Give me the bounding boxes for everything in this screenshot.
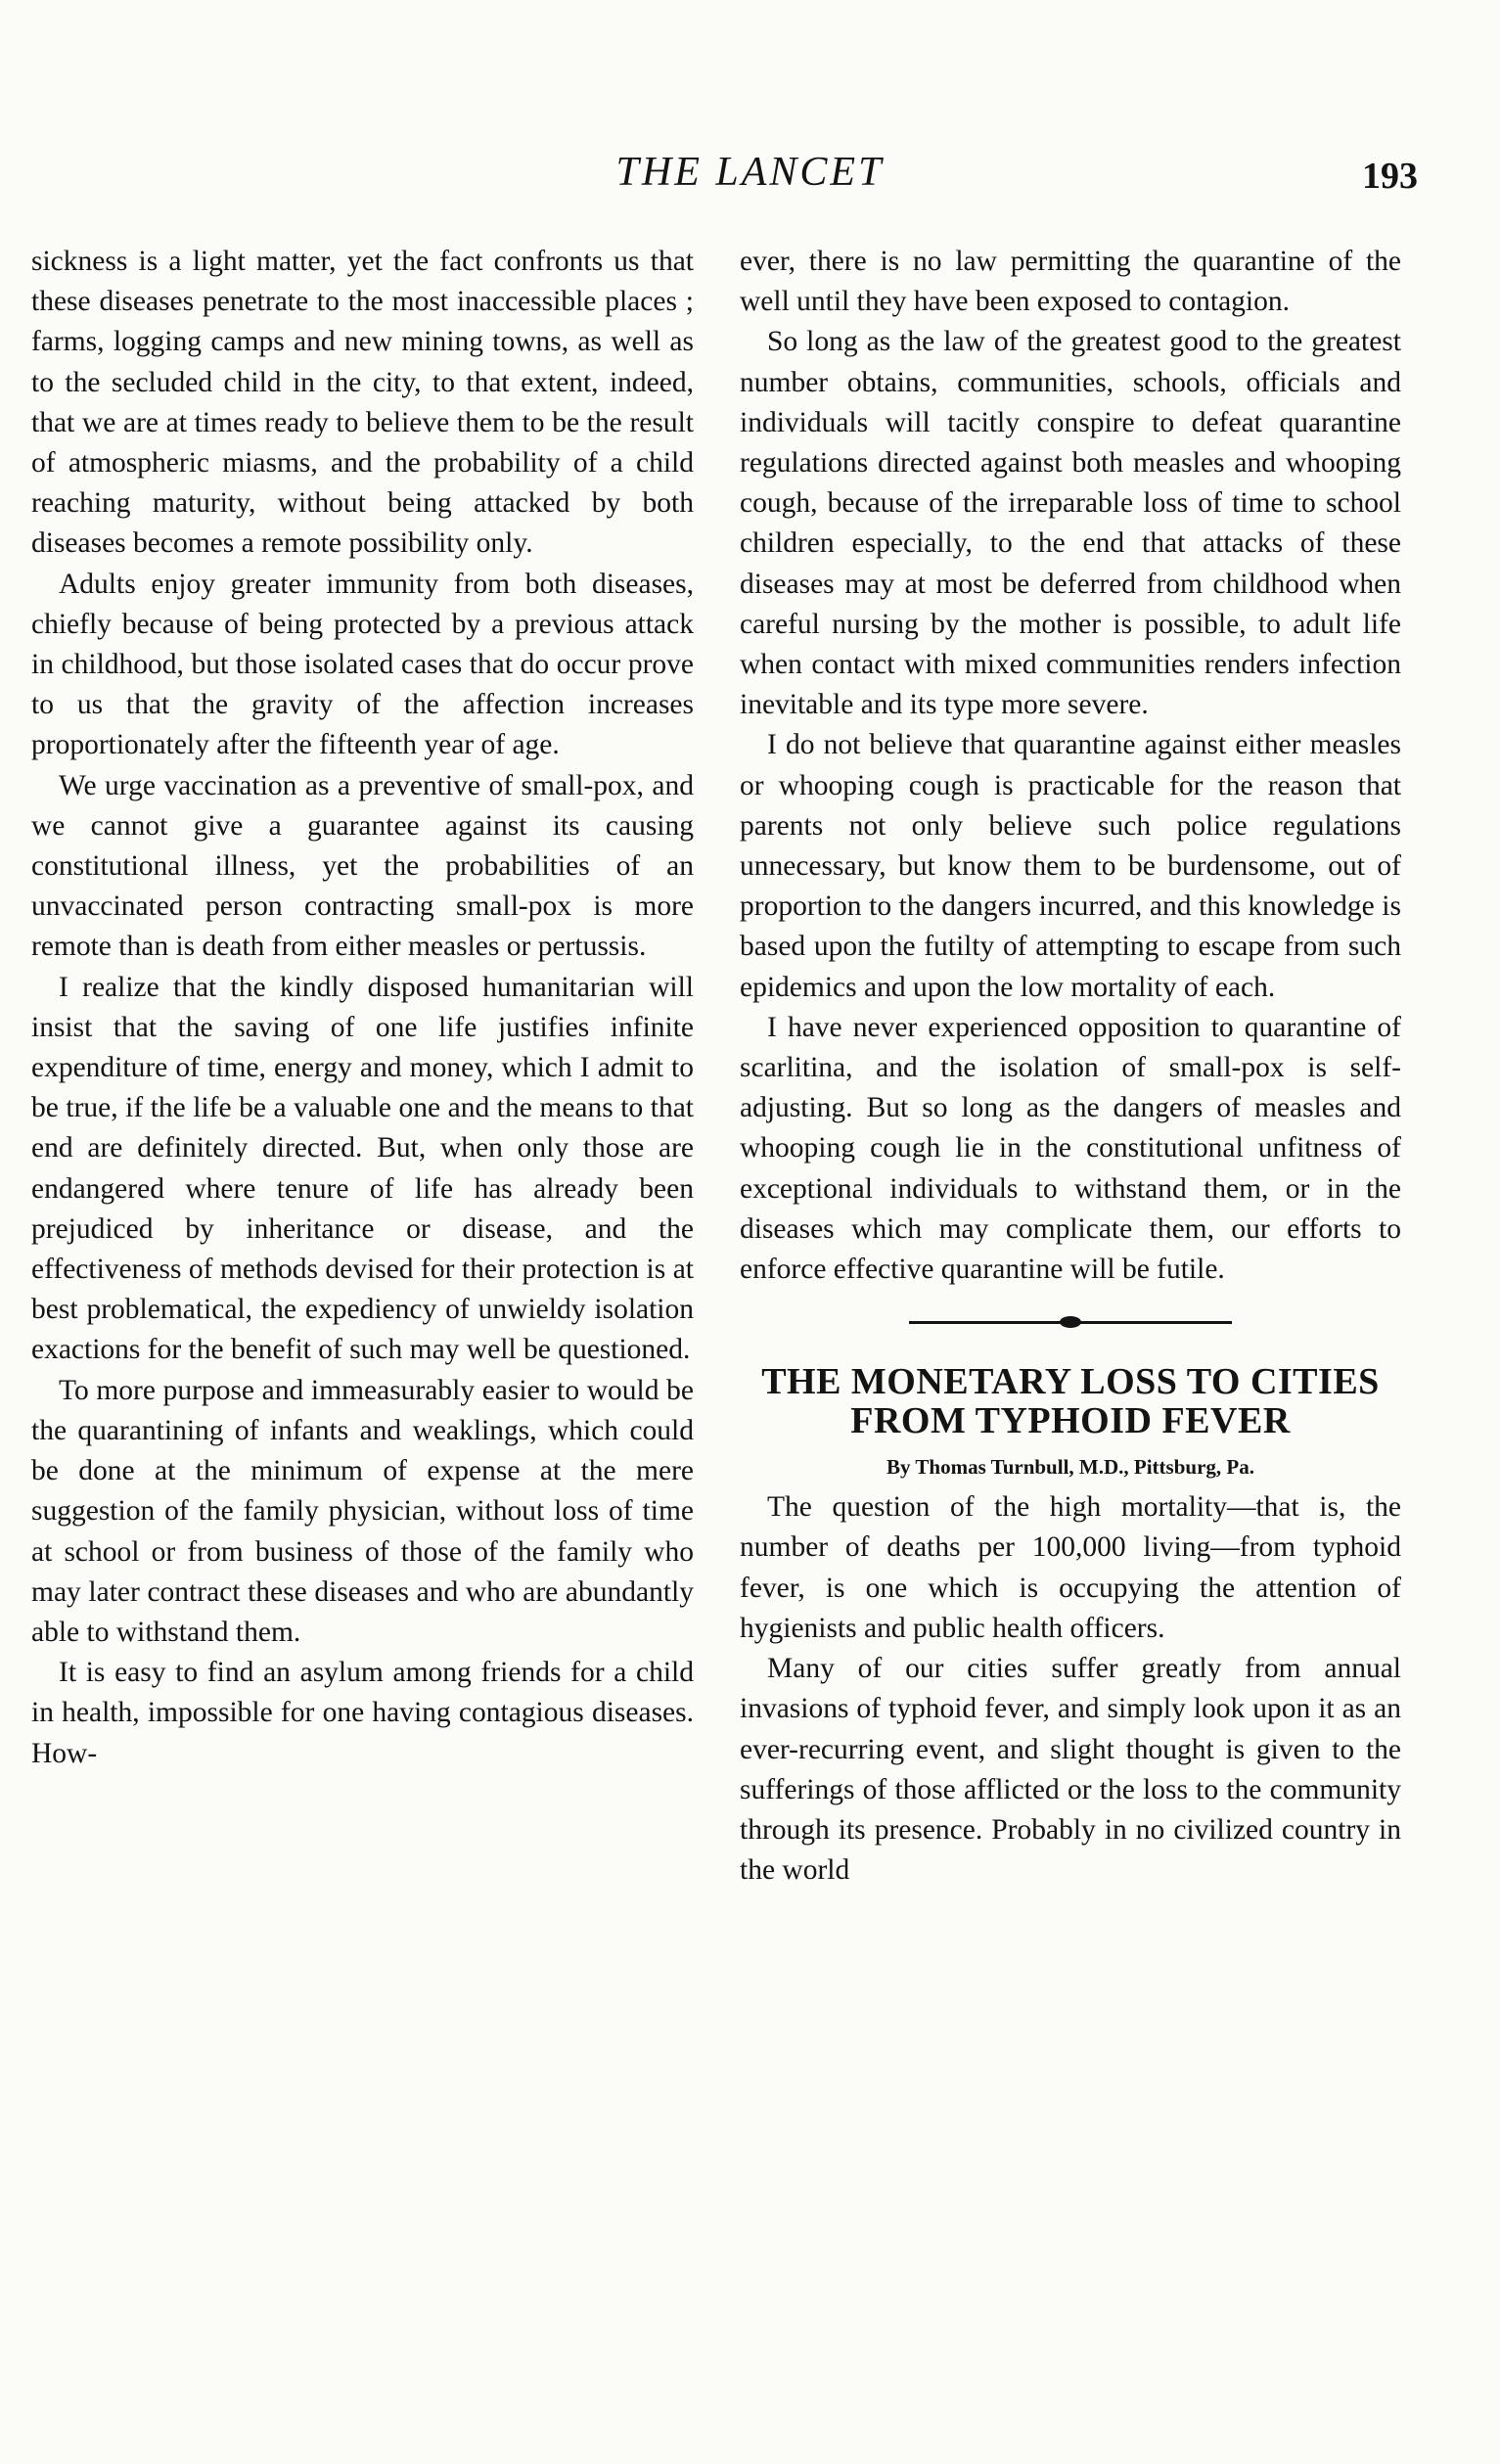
article-title-line: FROM TYPHOID FEVER — [850, 1400, 1291, 1442]
divider-ornament — [1060, 1316, 1081, 1328]
article — [740, 1362, 1401, 1891]
article-title — [740, 1362, 1401, 1440]
paragraph: I realize that the kindly disposed humanitarian will insist that the saving of one life justifies infinite expenditure of time, energy and money, which I admit to be true, if the life be a valuable one and the means to that end are definitely directed. But, when only those are endangered where tenure of life has already been prejudiced by inheritance or disease, and the effectiveness of methods devised for their protection is at best problematical, the expediency of unwieldy isolation exactions for the benefit of such may well be questioned. — [31, 971, 694, 1366]
journal-title: THE LANCET — [615, 150, 885, 195]
paragraph: I do not believe that quarantine against either measles or whooping cough is practicable for the reason that parents not only believe such police regulations unnecessary, but know them to be burdensome, out of proportion to the dangers incurred, and this knowledge is based upon the futilty of attempting to escape from such epidemics and upon the low mortality of each. — [740, 729, 1401, 1003]
section-divider — [909, 1307, 1232, 1337]
article-byline: By Thomas Turnbull, M.D., Pittsburg, Pa. — [886, 1455, 1254, 1480]
page-number: 193 — [1362, 156, 1418, 197]
paragraph: The question of the high mortality—that is, the number of deaths per 100,000 living—from typhoid fever, is one which is occupying the attention of hygienists and public health officers. — [740, 1491, 1401, 1644]
paragraph: ever, there is no law permitting the quarantine of the well until they have been exposed to contagion. — [740, 246, 1401, 318]
paragraph: We urge vaccination as a preventive of small-pox, and we cannot give a guarantee against its causing constitutional illness, yet the probabilities of an unvaccinated person contracting small-pox is more remote than is death from either measles or pertussis. — [31, 769, 694, 963]
left-column — [31, 242, 694, 1774]
paragraph: I have never experienced opposition to quarantine of scarlitina, and the isolation of small-pox is self-adjusting. But so long as the dangers of measles and whooping cough lie in the constitutional unfitness of exceptional individuals to withstand them, or in the diseases which may complicate them, our efforts to enforce effective quarantine will be futile. — [740, 1011, 1401, 1286]
paragraph: sickness is a light matter, yet the fact confronts us that these diseases penetrate to the most inaccessible places ; farms, logging camps and new mining towns, as well as to the secluded child in the city, to that extent, indeed, that we are at times ready to believe them to be the result of atmospheric miasms, and the probability of a child reaching maturity, without being attacked by both diseases becomes a remote possibility only. — [31, 246, 694, 560]
paragraph: Many of our cities suffer greatly from annual invasions of typhoid fever, and simply look upon it as an ever-recurring event, and slight thought is given to the sufferings of those afflicted or the loss to the community through its presence. Probably in no civilized country in the world — [740, 1653, 1401, 1887]
paragraph: So long as the law of the greatest good to the greatest number obtains, communities, schools, officials and individuals will tacitly conspire to defeat quarantine regulations directed against both measles and whooping cough, because of the irreparable loss of time to school children especially, to the end that attacks of these diseases may at most be deferred from childhood when careful nursing by the mother is possible, to adult life when contact with mixed communities renders infection inevitable and its type more severe. — [740, 326, 1401, 721]
paragraph: To more purpose and immeasurably easier to would be the quarantining of infants and weaklings, which could be done at the minimum of expense at the mere suggestion of the family physician, without loss of time at school or from business of those of the family who may later contract these diseases and who are abundantly able to withstand them. — [31, 1374, 694, 1648]
right-column — [740, 242, 1401, 1891]
article-title-line: THE MONETARY LOSS TO CITIES — [761, 1361, 1380, 1403]
paragraph: It is easy to find an asylum among friends for a child in health, impossible for one having contagious diseases. How- — [31, 1657, 694, 1769]
paragraph: Adults enjoy greater immunity from both diseases, chiefly because of being protected by a previous attack in childhood, but those isolated cases that do occur prove to us that the gravity of the affection increases proportionately after the fifteenth year of age. — [31, 568, 694, 761]
